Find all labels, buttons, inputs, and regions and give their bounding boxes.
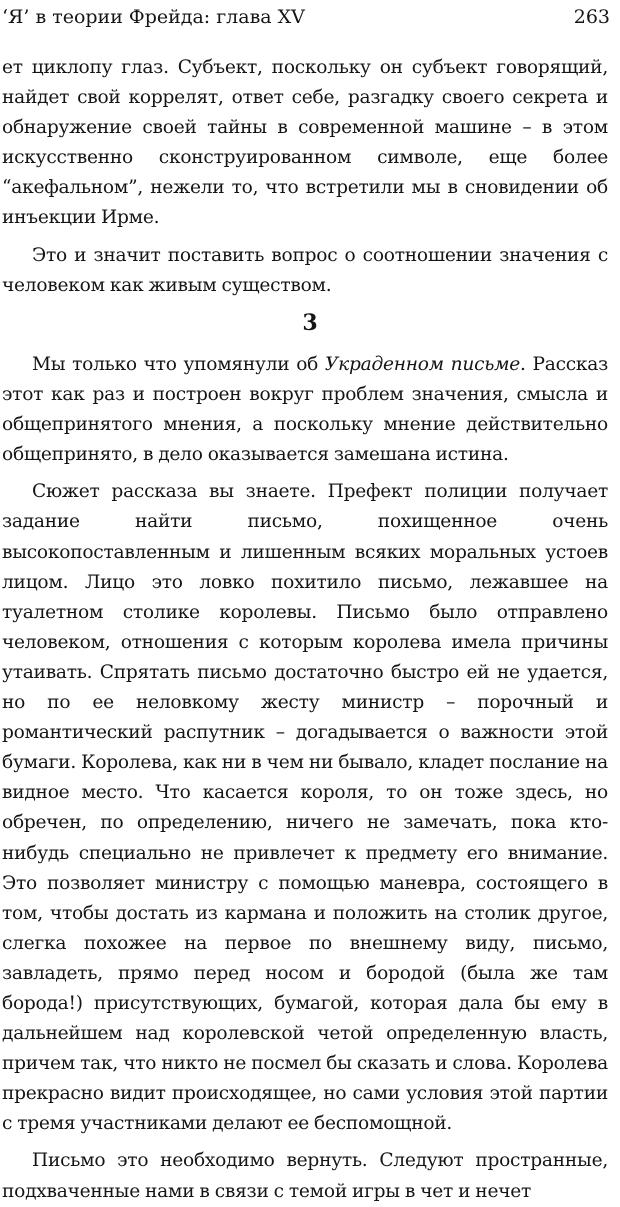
paragraph: Это и значит поставить вопрос о соотношении значения с человеком как живым существом. [2, 244, 608, 296]
paragraph-text: Мы только что упомянули об [32, 354, 325, 375]
running-head-title: ‘Я’ в теории Фрейда: глава XV [2, 6, 305, 28]
body-text-bottom [2, 350, 608, 1207]
paragraph-continuation: ет циклопу глаз. Субъект, поскольку он субъект говорящий, найдет свой коррелят, ответ себе, разгадку своего секрета и обнаружение своей тайны в современной машине – в этом искусственно сконструированном символе, еще более “акефальном”, нежели то, что встретили мы в сновидении об инъекции Ирме. [2, 57, 608, 229]
running-head [2, 4, 610, 34]
paragraph: Письмо это необходимо вернуть. Следуют пространные, подхваченные нами в связи с темой игры в чет и нечет [2, 1150, 608, 1202]
section-number: 3 [302, 310, 318, 336]
book-title-emphasis: Украденном письме [324, 354, 521, 375]
paragraph-text: . Рассказ этот как раз и построен вокруг проблем значения, смысла и общепринятого мнения, а поскольку мнение действительно общепринято, в дело оказывается замешана истина. [2, 354, 609, 466]
page-number: 263 [573, 6, 610, 28]
paragraph: Сюжет рассказа вы знаете. Префект полиции получает задание найти письмо, похищенное очень высокопоставленным и лишенным всяких моральных устоев лицом. Лицо это ловко похитило письмо, лежавшее на туалетном столике королевы. Письмо было отправлено человеком, отношения с которым королева имела причины утаивать. Спрятать письмо достаточно быстро ей не удается, но по ее неловкому жесту министр – порочный и романтический распутник – догадывается о важности этой бумаги. Королева, как ни в чем ни бывало, кладет послание на видное место. Что касается короля, то он тоже здесь, но обречен, по определению, ничего не замечать, пока кто-нибудь специально не привлечет к предмету его внимание. Это позволяет министру с помощью маневра, состоящего в том, чтобы достать из кармана и положить на столик другое, слегка похожее на первое по внешнему виду, письмо, завладеть, прямо перед носом и бородой (была же там борода!) присутствующих, бумагой, которая дала бы ему в дальнейшем над королевской четой определенную власть, причем так, что никто не посмел бы сказать и слова. Королева прекрасно видит происходящее, но сами условия этой партии с тремя участниками делают ее беспомощной. [2, 481, 608, 1135]
body-text-top [2, 53, 608, 301]
paragraph [2, 350, 608, 470]
